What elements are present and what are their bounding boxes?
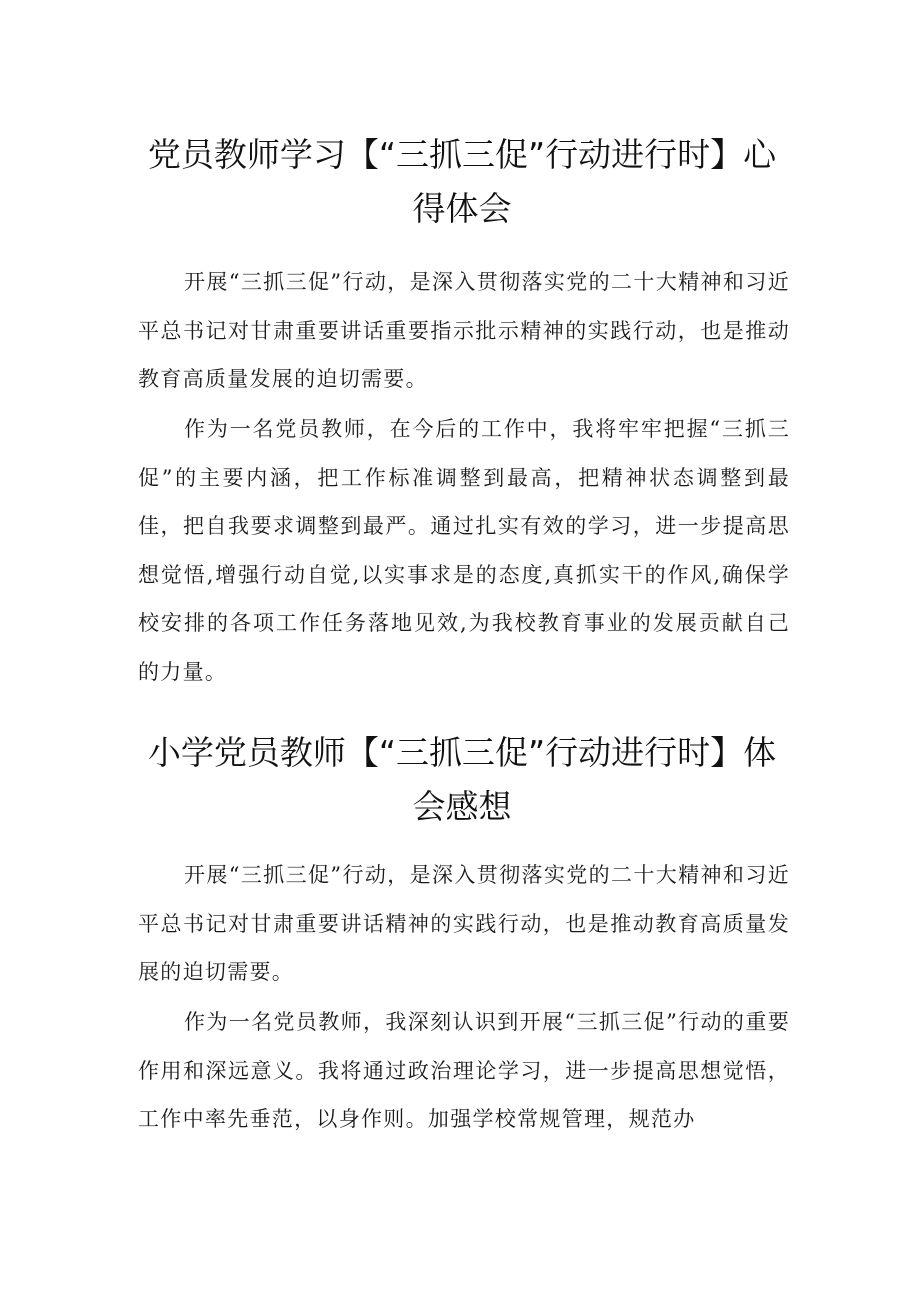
- section-2-title: 小学党员教师【“三抓三促”行动进行时】体会感想: [147, 733, 777, 826]
- section-2-paragraph-2: 作为一名党员教师，我深刻认识到开展“三抓三促”行动的重要作用和深远意义。我将通过政治理论学习，进一步提高思想觉悟，工作中率先垂范，以身作则。加强学校常规管理，规范办: [138, 1010, 790, 1132]
- section-2-paragraph-1: 开展“三抓三促”行动，是深入贯彻落实党的二十大精神和习近平总书记对甘肃重要讲话精神的实践行动，也是推动教育高质量发展的迫切需要。: [138, 863, 790, 985]
- section-1-title: 党员教师学习【“三抓三促”行动进行时】心得体会: [147, 135, 777, 228]
- section-1-paragraph-1: 开展“三抓三促”行动，是深入贯彻落实党的二十大精神和习近平总书记对甘肃重要讲话重要指示批示精神的实践行动，也是推动教育高质量发展的迫切需要。: [138, 270, 790, 392]
- section-1-paragraph-2: 作为一名党员教师，在今后的工作中，我将牢牢把握“三抓三促”的主要内涵，把工作标准调整到最高，把精神状态调整到最佳，把自我要求调整到最严。通过扎实有效的学习，进一步提高思想觉悟,增强行动自觉,以实事求是的态度,真抓实干的作风,确保学校安排的各项工作任务落地见效,为我校教育事业的发展贡献自己的力量。: [138, 417, 790, 684]
